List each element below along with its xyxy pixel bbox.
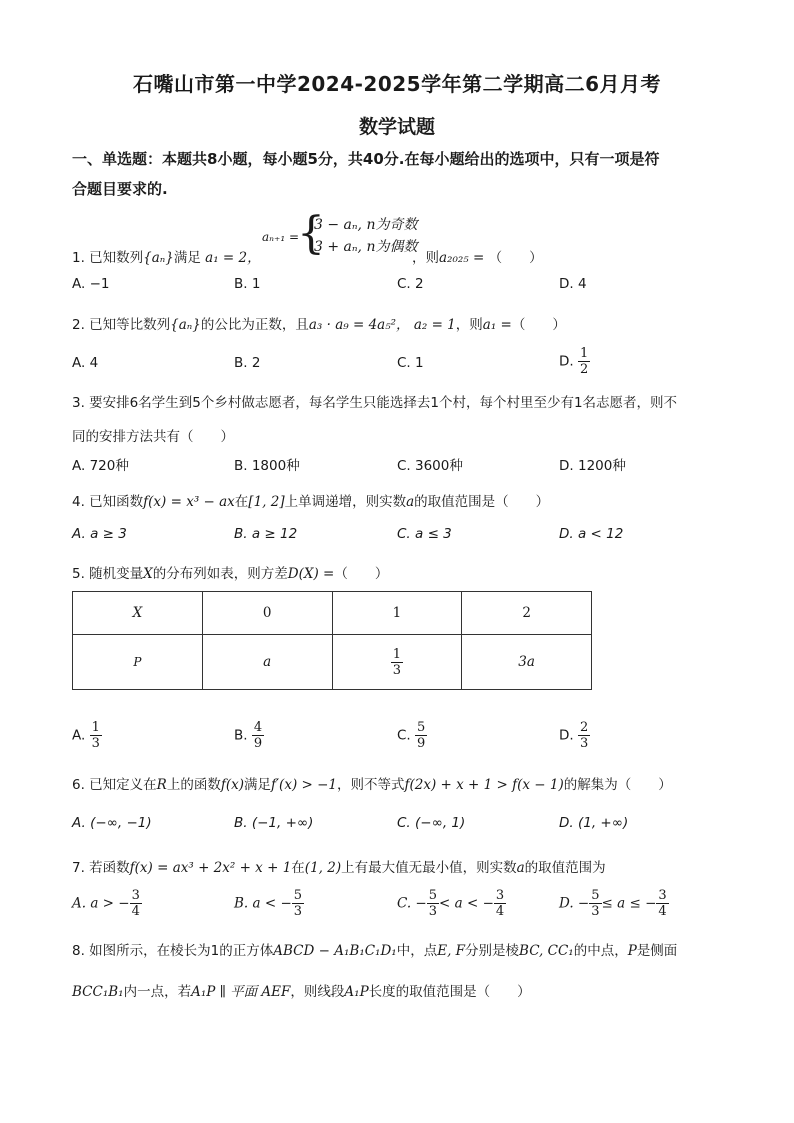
q6-option-d[interactable]: D. (1, +∞) [559,815,629,831]
q4-option-d[interactable]: D. a < 12 [559,526,624,542]
q7-interval: (1, 2) [304,860,342,876]
q4-option-a[interactable]: A. a ≥ 3 [72,526,127,542]
table-cell: 3a [462,635,592,690]
q4-text-c: 上单调递增，则实数 [284,494,407,510]
q8-text-d: 的中点， [573,943,628,959]
q8-text-c: 分别是棱 [465,943,520,959]
q7-text-a: 7. 若函数 [72,860,130,876]
q2-target: a₁ = [482,317,512,333]
q7-option-d-pre: D. − [559,895,590,912]
q1-lhs: aₙ₊₁ = [262,230,300,244]
q7-option-c-den1: 3 [428,904,438,919]
q7-option-c-pre: C. − [397,895,427,912]
q7-option-a-den: 4 [131,904,140,919]
q3-option-a[interactable]: A. 720种 [72,458,129,474]
question-6 [72,773,672,793]
table-cell: a [202,635,332,690]
q2-seq: {aₙ} [170,317,201,333]
exam-subtitle: 数学试题 [358,116,435,138]
q1-option-d[interactable]: D. 4 [559,276,587,292]
q4-interval: [1, 2] [248,494,285,510]
q5-var: X [143,566,153,582]
q2-option-b[interactable]: B. 2 [234,355,261,371]
q5-option-c[interactable] [397,720,427,751]
q1-prefix: 1. 已知数列 [72,250,144,266]
q5-option-c-num: 5 [417,720,426,735]
q1-paren: （ ） [488,250,543,266]
q6-ineq: f(2x) + x + 1 > f(x − 1) [404,777,564,793]
q3-line2: 同的安排方法共有（ ） [72,429,234,445]
q4-text-a: 4. 已知函数 [72,494,144,510]
q5-option-d[interactable] [559,720,590,751]
q5-option-c-den: 9 [417,736,426,751]
q7-option-a[interactable] [72,888,142,919]
q7-text-c: 上有最大值无最小值，则实数 [341,860,517,876]
q7-option-d-den1: 3 [591,904,600,919]
q5-option-c-label: C. [397,727,411,744]
question-3 [72,391,677,445]
q8-text-h: 长度的取值范围是（ ） [368,984,531,1000]
q6-func: f(x) [220,777,244,793]
question-5 [72,562,388,582]
q7-option-b[interactable] [234,888,304,919]
q6-text-e: 的解集为（ ） [563,777,672,793]
table-frac-den: 3 [392,662,402,678]
section-heading-line1: 一、单选题：本题共8小题，每小题5分，共40分.在每小题给出的选项中，只有一项是符 [72,150,660,168]
q4-option-c[interactable]: C. a ≤ 3 [397,526,452,542]
q6-option-b[interactable]: B. (−1, +∞) [234,815,314,831]
q8-text-f: 内一点，若 [123,984,192,1000]
q2-option-a[interactable]: A. 4 [72,355,99,371]
q2-option-d-label: D. [559,353,574,370]
q5-option-a-label: A. [72,727,86,744]
section-heading [72,144,732,204]
table-cell: X [73,592,203,635]
q1-cond: a₁ = 2， [205,250,261,266]
q7-func: f(x) = ax³ + 2x² + x + 1 [129,860,292,876]
q8-text-b: 中，点 [396,943,438,959]
q4-func: f(x) = x³ − ax [143,494,235,510]
q2-option-d-den: 2 [579,362,589,377]
q5-option-b[interactable] [234,720,264,751]
q6-text-b: 上的函数 [166,777,221,793]
table-cell: 2 [462,592,592,635]
brace-icon: { [297,208,325,259]
q8-cond: A₁P ∥ 平面 AEF [191,984,291,1000]
q8-text-a: 8. 如图所示，在棱长为1的正方体 [72,943,274,959]
q1-tail [412,246,543,266]
question-1 [72,246,261,266]
q3-line1: 3. 要安排6名学生到5个乡村做志愿者，每名学生只能选择去1个村，每个村里至少有1名志愿者，则不 [72,395,678,411]
q7-option-c-num2: 3 [495,888,505,903]
table-row [73,635,592,690]
q8-cube: ABCD − A₁B₁C₁D₁ [273,943,397,959]
q2-text-a: 2. 已知等比数列 [72,317,171,333]
q1-target: a₂₀₂₅ = [439,250,485,266]
q7-option-d-num1: 5 [591,888,600,903]
exam-title: 石嘴山市第一中学2024-2025学年第二学期高二6月月考 [132,72,662,96]
section-heading-line2: 合题目要求的. [72,180,168,198]
q5-option-a-den: 3 [91,736,100,751]
question-7 [72,856,606,876]
q1-case1: 3 − aₙ, n为奇数 [314,217,418,233]
q5-text-a: 5. 随机变量 [72,566,144,582]
q4-option-b[interactable]: B. a ≥ 12 [234,526,298,542]
q5-option-d-label: D. [559,727,574,744]
q7-option-a-num: 3 [131,888,140,903]
q7-text-d: 的取值范围为 [524,860,606,876]
q1-tail-text: ，则 [412,250,439,266]
q8-face: BCC₁B₁ [72,984,124,1000]
q2-text-c: ，则 [455,317,483,333]
q8-points: E, F [437,943,466,959]
q5-option-d-num: 2 [579,720,589,735]
q1-option-a[interactable]: A. −1 [72,276,110,292]
q7-option-b-num: 5 [293,888,303,903]
q7-var: a [516,860,525,876]
q1-mid: 满足 [173,250,201,266]
q8-p: P [627,943,637,959]
q1-option-b[interactable]: B. 1 [234,276,261,292]
table-cell: 0 [202,592,332,635]
q6-text-a: 6. 已知定义在 [72,777,157,793]
q5-target: D(X) = [287,566,335,582]
q1-option-c[interactable]: C. 2 [397,276,424,292]
q7-option-c-mid: < a < − [439,895,494,912]
q2-cond: a₃ · a₉ = 4a₅²， a₂ = 1 [308,317,456,333]
q7-option-c[interactable] [397,888,506,919]
question-8 [72,939,677,959]
q6-option-c[interactable]: C. (−∞, 1) [397,815,466,831]
q7-option-d-num2: 3 [658,888,667,903]
q2-option-d[interactable] [559,346,590,377]
q7-option-d[interactable] [559,888,669,919]
q6-text-d: ，则不等式 [337,777,405,793]
q8-edges: BC, CC₁ [519,943,574,959]
q2-option-d-fraction [578,346,590,377]
q7-option-d-den2: 4 [658,904,667,919]
q5-option-a[interactable] [72,720,102,751]
table-cell: P [73,635,203,690]
question-2 [72,313,566,333]
question-4 [72,490,549,510]
q5-option-b-label: B. [234,727,248,744]
q1-case2: 3 + aₙ, n为偶数 [314,239,418,255]
table-cell [332,635,462,690]
q7-option-b-text: B. a < − [234,895,292,912]
q7-text-b: 在 [291,860,305,876]
q2-paren: （ ） [511,317,566,333]
q7-option-d-mid: ≤ a ≤ − [601,895,657,912]
q5-option-a-num: 1 [91,720,100,735]
q6-cond: f′(x) > −1 [271,777,338,793]
q4-text-d: 的取值范围是（ ） [414,494,550,510]
q2-option-c[interactable]: C. 1 [397,355,424,371]
distribution-table [72,591,592,690]
q5-option-d-den: 3 [579,736,589,751]
q7-option-c-den2: 4 [495,904,505,919]
q2-text-b: 的公比为正数，且 [200,317,309,333]
q3-option-b[interactable]: B. 1800种 [234,458,300,474]
q4-text-b: 在 [234,494,249,510]
q3-option-d[interactable]: D. 1200种 [559,458,626,474]
table-frac-num: 1 [392,646,402,662]
table-cell: 1 [332,592,462,635]
q3-option-c[interactable]: C. 3600种 [397,458,463,474]
q8-seg: A₁P [344,984,369,1000]
q5-text-b: 的分布列如表，则方差 [152,566,288,582]
q5-option-b-den: 9 [253,736,263,751]
q8-text-g: ，则线段 [290,984,345,1000]
q6-option-a[interactable]: A. (−∞, −1) [72,815,152,831]
q6-set: R [156,777,167,793]
q2-option-d-num: 1 [579,346,589,361]
q4-var: a [406,494,415,510]
q7-option-a-text: A. a > − [72,895,130,912]
q7-option-b-den: 3 [293,904,303,919]
q5-option-b-num: 4 [253,720,263,735]
q6-text-c: 满足 [244,777,271,793]
q5-paren: （ ） [334,566,389,582]
question-8-line2 [72,980,531,1000]
q7-option-c-num1: 5 [428,888,438,903]
q1-seq: {aₙ} [143,250,174,266]
table-row [73,592,592,635]
q8-text-e: 是侧面 [636,943,678,959]
